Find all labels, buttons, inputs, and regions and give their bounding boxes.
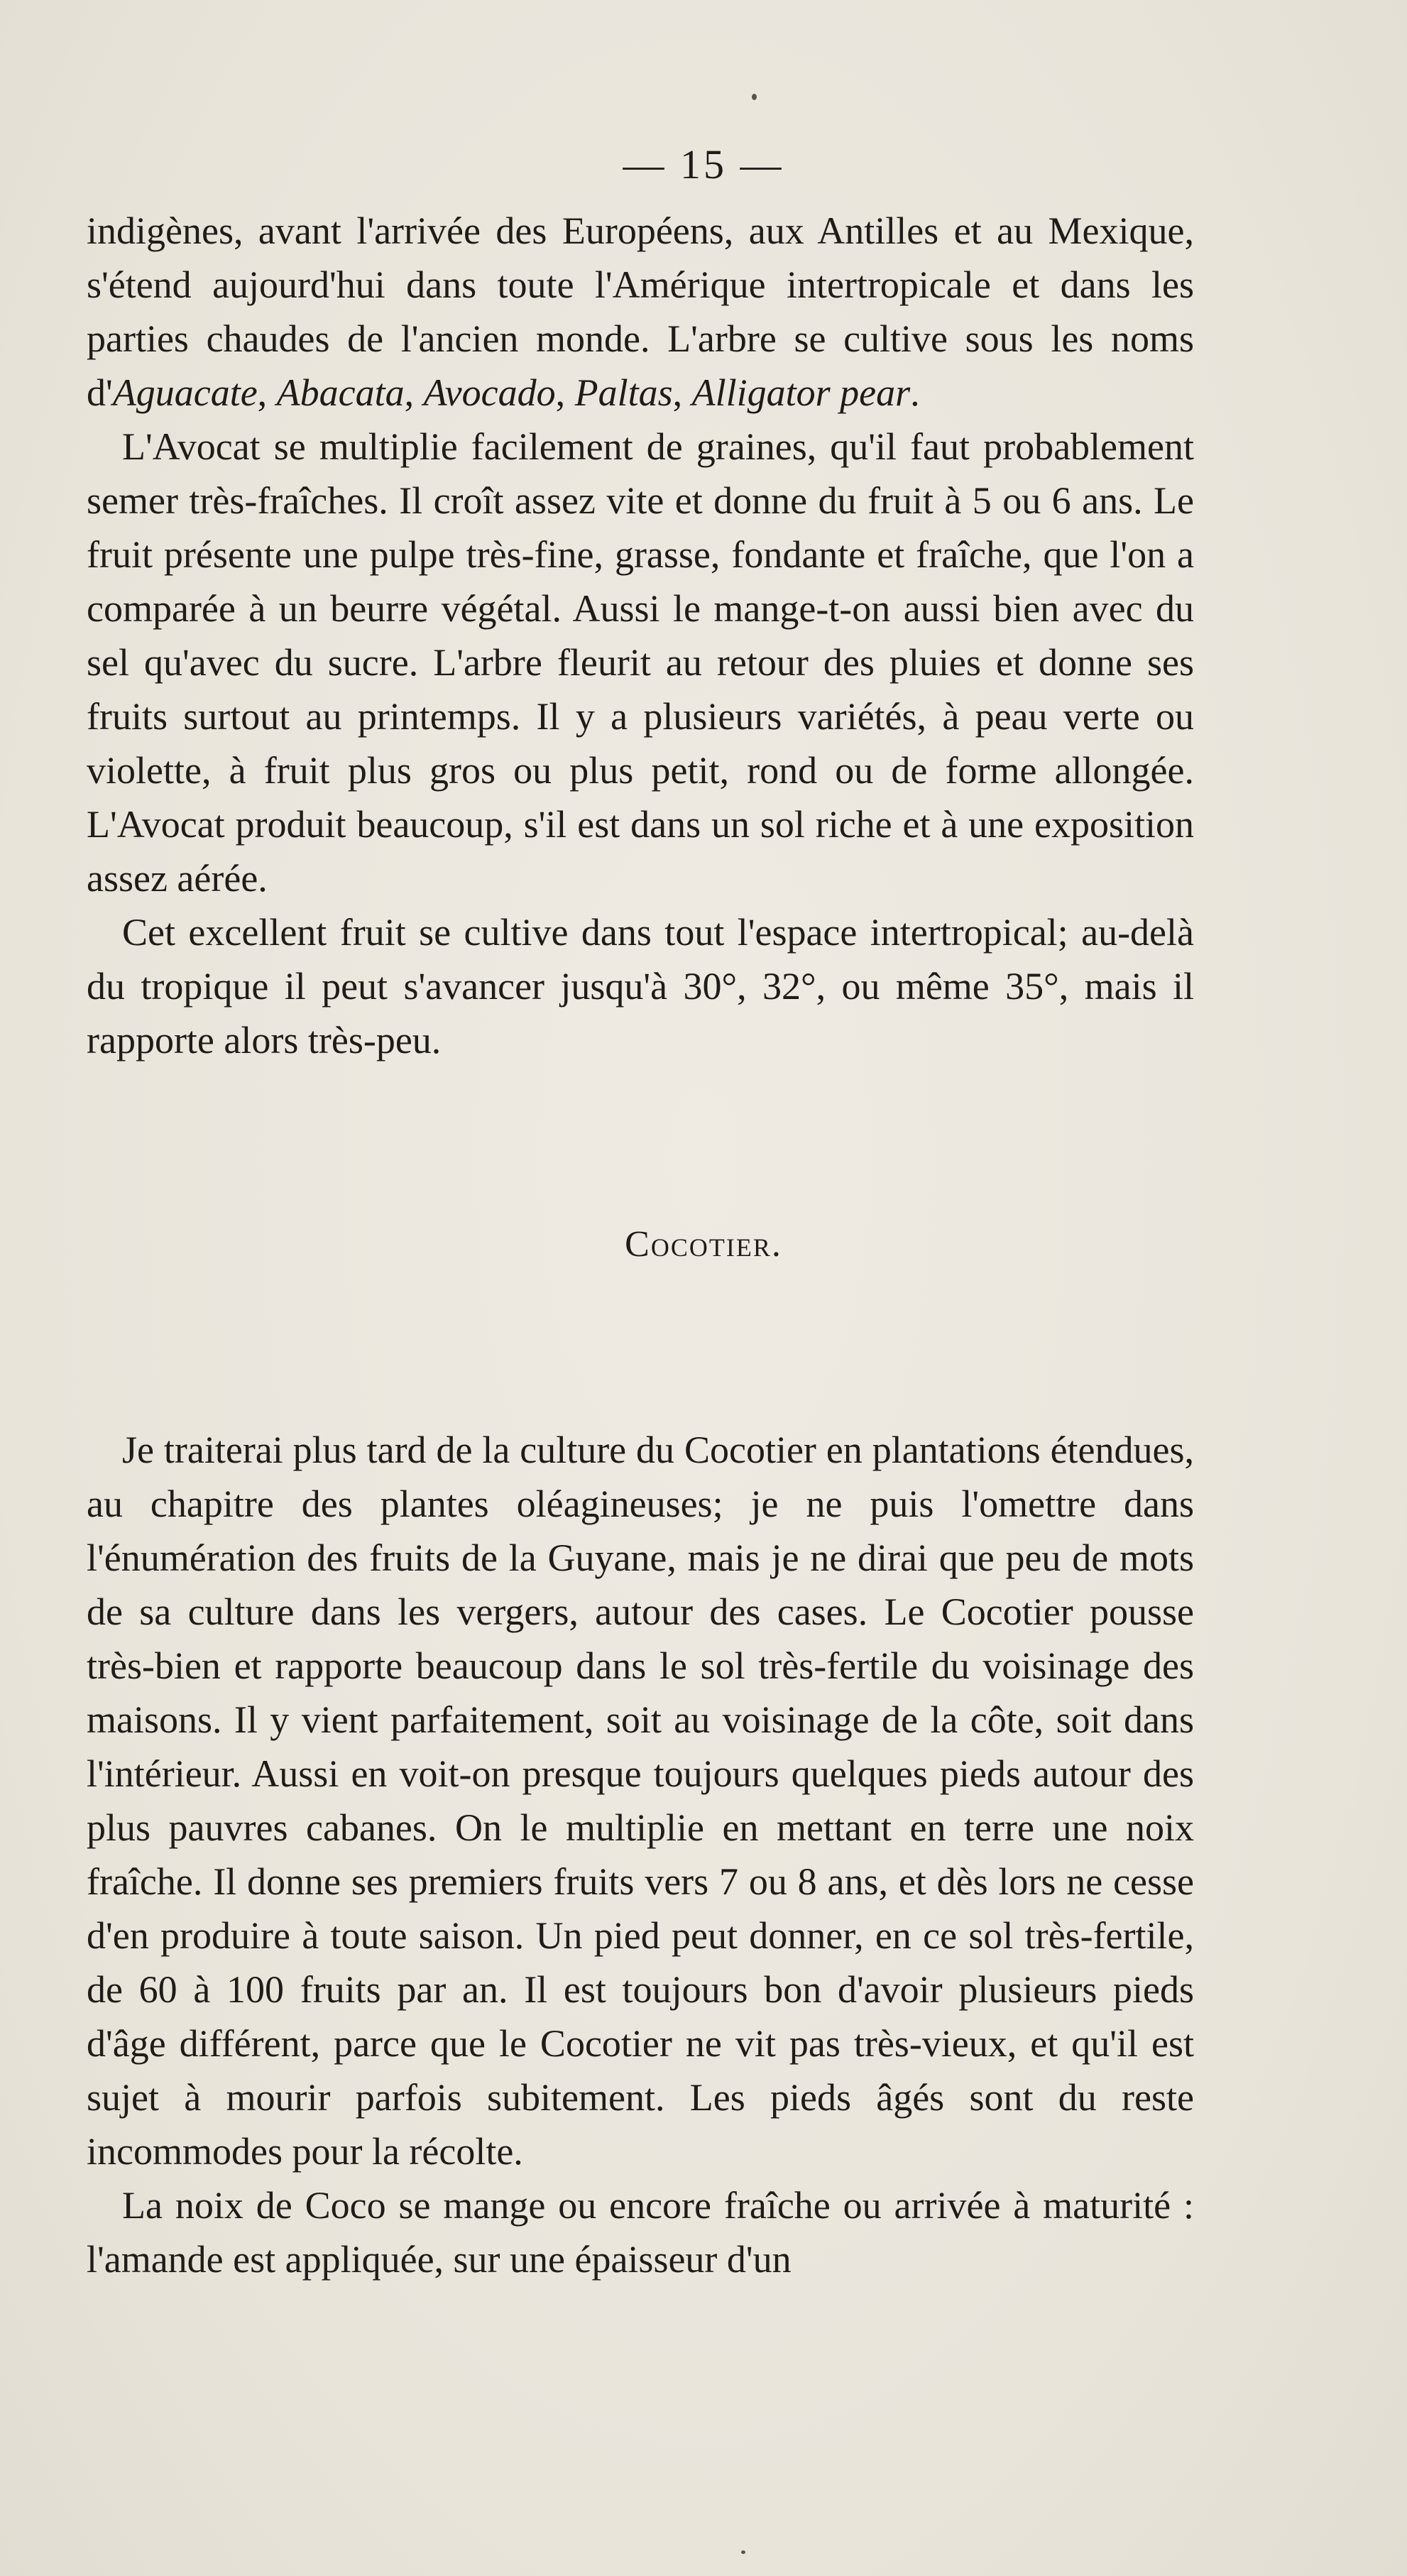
text-run: indigènes, avant l'arrivée des Européens, aux Antilles et au Mexique, s'étend aujourd'hui dans toute l'Amérique intertropicale et dans les parties chaudes de l'ancien monde. L'arbre se cultive sous les noms d' (87, 209, 1194, 414)
text-run: Cet excellent fruit se cultive dans tout l'espace intertropical; au-delà du tropique il peut s'avancer jusqu'à 30°, 32°, ou même 35°, mais il rapporte alors très-peu. (87, 911, 1194, 1061)
text-block-bottom (87, 1423, 1194, 2286)
text-run: , (404, 371, 424, 414)
text-run: , (672, 371, 692, 414)
text-run: La noix de Coco se mange ou encore fraîche ou arrivée à maturité : l'amande est appliquée, sur une épaisseur d'un (87, 2184, 1194, 2281)
section-title: Cocotier. (625, 1224, 782, 1265)
paragraph-p4 (87, 1423, 1194, 2178)
text-block-top (87, 204, 1194, 1067)
paragraph-p3 (87, 905, 1194, 1067)
paragraph-p5 (87, 2178, 1194, 2286)
italic-term: Paltas (574, 371, 673, 414)
text-run: , (555, 371, 575, 414)
paragraph-p1 (87, 204, 1194, 420)
text-run: Je traiterai plus tard de la culture du Cocotier en plantations étendues, au chapitre des plantes oléagineuses; je ne puis l'omettre dans l'énumération des fruits de la Guyane, mais je ne dirai que peu de mots de sa culture dans les vergers, autour des cases. Le Cocotier pousse très-bien et rapporte beaucoup dans le sol très-fertile du voisinage des maisons. Il y vient parfaitement, soit au voisinage de la côte, soit dans l'intérieur. Aussi en voit-on presque toujours quelques pieds autour des plus pauvres cabanes. On le multiplie en mettant en terre une noix fraîche. Il donne ses premiers fruits vers 7 ou 8 ans, et dès lors ne cesse d'en produire à toute saison. Un pied peut donner, en ce sol très-fertile, de 60 à 100 fruits par an. Il est toujours bon d'avoir plusieurs pieds d'âge différent, parce que le Cocotier ne vit pas très-vieux, et qu'il est sujet à mourir parfois subitement. Les pieds âgés sont du reste incommodes pour la récolte. (87, 1429, 1194, 2173)
page-number: — 15 — (623, 141, 784, 187)
paragraph-p2 (87, 420, 1194, 905)
text-run: L'Avocat se multiplie facilement de graines, qu'il faut probablement semer très-fraîches. Il croît assez vite et donne du fruit à 5 ou 6 ans. Le fruit présente une pulpe très-fine, grasse, fondante et fraîche, que l'on a comparée à un beurre végétal. Aussi le mange-t-on aussi bien avec du sel qu'avec du sucre. L'arbre fleurit au retour des pluies et donne ses fruits surtout au printemps. Il y a plusieurs variétés, à peau verte ou violette, à fruit plus gros ou plus petit, rond ou de forme allongée. L'Avocat produit beaucoup, s'il est dans un sol riche et à une exposition assez aérée. (87, 425, 1194, 900)
text-run: , (257, 371, 277, 414)
italic-term: Aguacate (112, 371, 258, 414)
italic-term: Abacata (276, 371, 405, 414)
text-run: . (910, 371, 920, 414)
italic-term: Alligator pear (691, 371, 911, 414)
italic-term: Avocado (423, 371, 556, 414)
paper-speck (741, 2550, 745, 2554)
paper-speck (752, 94, 757, 100)
